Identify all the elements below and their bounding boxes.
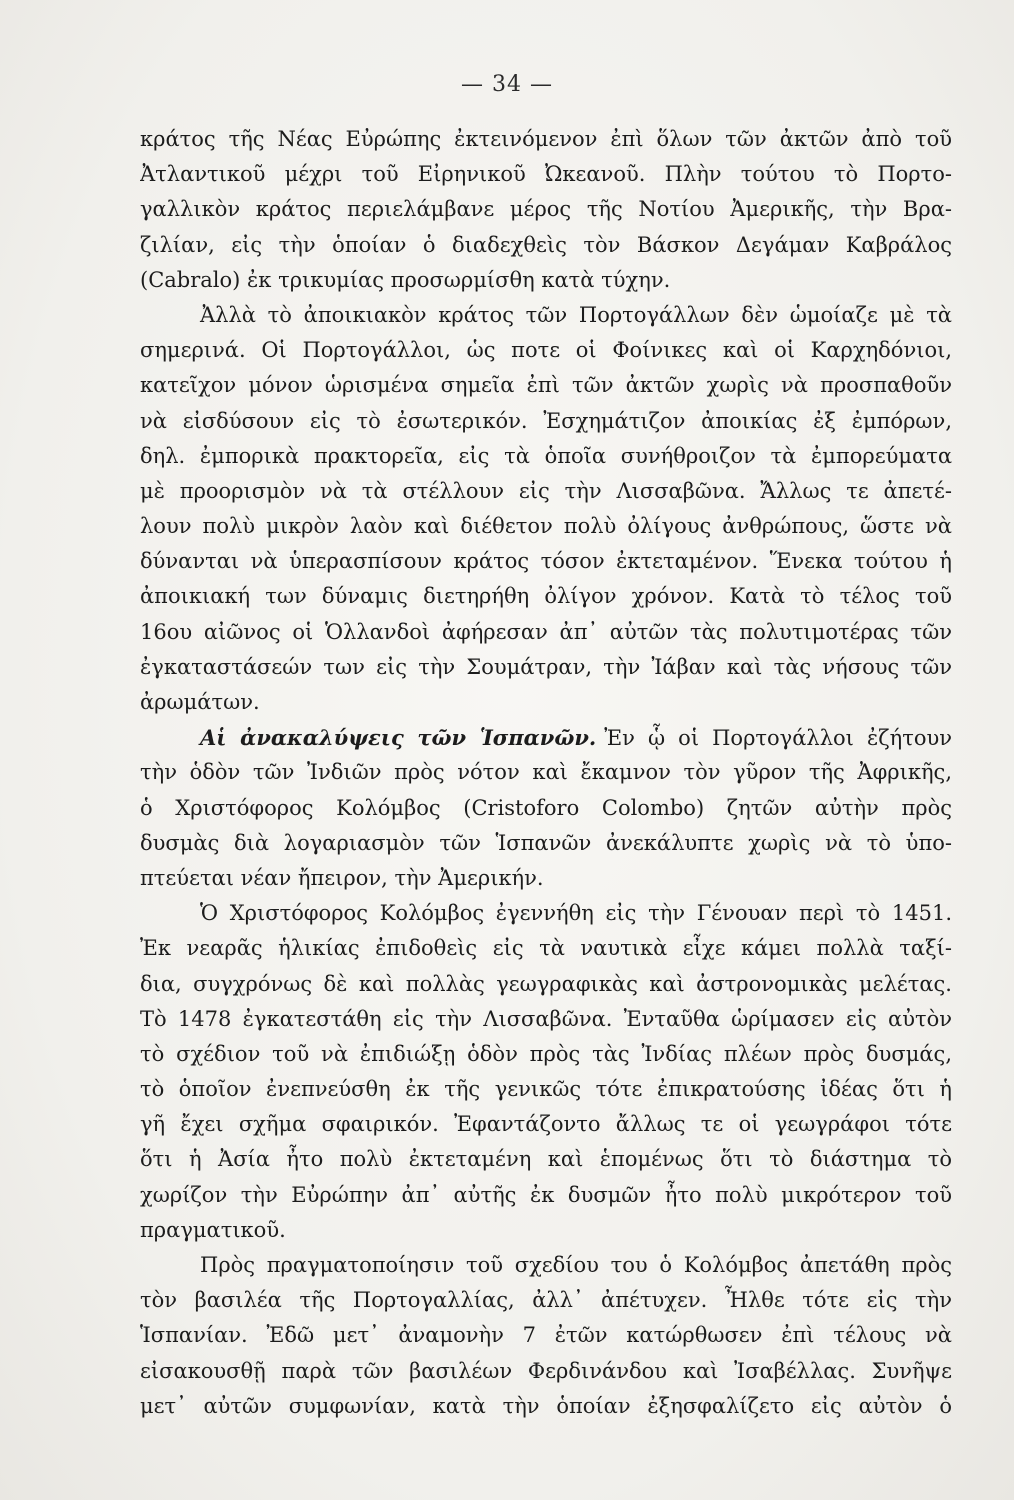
text-line: σημερινά. Οἱ Πορτογάλλοι, ὡς ποτε οἱ Φοίνικες καὶ οἱ Καρχηδόνιοι, [140, 338, 952, 363]
text-line: (Cabralo) ἐκ τρικυμίας προσωρμίσθη κατὰ τύχην. [140, 267, 671, 292]
page-number: — 34 — [461, 72, 553, 97]
text-line: δυσμὰς διὰ λογαριασμὸν τῶν Ἱσπανῶν ἀνεκάλυπτε χωρὶς νὰ τὸ ὑπο- [140, 830, 952, 855]
paragraph-3 [140, 720, 952, 896]
text-line: γῆ ἔχει σχῆμα σφαιρικόν. Ἐφαντάζοντο ἄλλως τε οἱ γεωγράφοι τότε [140, 1112, 952, 1137]
paragraph-2 [140, 298, 952, 720]
text-line: ὅτι ἡ Ἀσία ἦτο πολὺ ἐκτεταμένη καὶ ἑπομένως ὅτι τὸ διάστημα τὸ [140, 1147, 952, 1172]
text-line: γαλλικὸν κράτος περιελάμβανε μέρος τῆς Νοτίου Ἀμερικῆς, τὴν Βρα- [140, 197, 952, 222]
text-line: τὸν βασιλέα τῆς Πορτογαλλίας, ἀλλ᾿ ἀπέτυχεν. Ἦλθε τότε εἰς τὴν [140, 1288, 952, 1313]
text-line: δια, συγχρόνως δὲ καὶ πολλὰς γεωγραφικὰς καὶ ἀστρονομικὰς μελέτας. [140, 971, 952, 996]
text-line: ζιλίαν, εἰς τὴν ὁποίαν ὁ διαδεχθεὶς τὸν Βάσκον Δεγάμαν Καβράλος [140, 232, 952, 257]
text-line: τὸ ὁποῖον ἐνεπνεύσθη ἐκ τῆς γενικῶς τότε ἐπικρατούσης ἰδέας ὅτι ἡ [140, 1077, 952, 1102]
paragraph-4 [140, 896, 952, 1248]
text-line: δύνανται νὰ ὑπερασπίσουν κράτος τόσον ἐκτεταμένον. Ἕνεκα τούτου ἡ [140, 549, 952, 574]
text-line: κράτος τῆς Νέας Εὐρώπης ἐκτεινόμενον ἐπὶ ὅλων τῶν ἀκτῶν ἀπὸ τοῦ [140, 127, 952, 151]
text-fragment: Ἐν ᾧ οἱ Πορτογάλλοι ἐζήτουν [604, 726, 952, 751]
text-line: δηλ. ἐμπορικὰ πρακτορεῖα, εἰς τὰ ὁποῖα συνήθροιζον τὰ ἐμπορεύματα [140, 443, 952, 468]
text-line: Ἱσπανίαν. Ἐδῶ μετ᾿ ἀναμονὴν 7 ἐτῶν κατώρθωσεν ἐπὶ τέλους νὰ [140, 1323, 952, 1348]
text-line: μετ᾿ αὐτῶν συμφωνίαν, κατὰ τὴν ὁποίαν ἐξησφαλίζετο εἰς αὐτὸν ὁ [140, 1393, 952, 1418]
text-line: χωρίζον τὴν Εὐρώπην ἀπ᾿ αὐτῆς ἐκ δυσμῶν ἦτο πολὺ μικρότερον τοῦ [140, 1182, 952, 1207]
text-line: μὲ προορισμὸν νὰ τὰ στέλλουν εἰς τὴν Λισσαβῶνα. Ἄλλως τε ἀπετέ- [140, 478, 952, 503]
text-line: κατεῖχον μόνον ὡρισμένα σημεῖα ἐπὶ τῶν ἀκτῶν χωρὶς νὰ προσπαθοῦν [140, 373, 952, 398]
paragraph-1 [140, 122, 952, 298]
text-line: Πρὸς πραγματοποίησιν τοῦ σχεδίου του ὁ Κολόμβος ἀπετάθη πρὸς [200, 1253, 952, 1277]
text-line: Ἀτλαντικοῦ μέχρι τοῦ Εἰρηνικοῦ Ὠκεανοῦ. Πλὴν τούτου τὸ Πορτο- [140, 162, 952, 187]
text-line: πτεύεται νέαν ἤπειρον, τὴν Ἀμερικήν. [140, 865, 544, 890]
text-line: Ἐκ νεαρᾶς ἡλικίας ἐπιδοθεὶς εἰς τὰ ναυτικὰ εἶχε κάμει πολλὰ ταξί- [140, 936, 952, 961]
text-line: τὸ σχέδιον τοῦ νὰ ἐπιδιώξῃ ὁδὸν πρὸς τὰς Ἰνδίας πλέων πρὸς δυσμάς, [140, 1041, 952, 1066]
section-heading-line [140, 720, 952, 755]
section-heading: Αἱ ἀνακαλύψεις τῶν Ἱσπανῶν. [200, 725, 597, 751]
text-line: Ἀλλὰ τὸ ἀποικιακὸν κράτος τῶν Πορτογάλλων δὲν ὡμοίαζε μὲ τὰ [200, 302, 952, 327]
text-line: Τὸ 1478 ἐγκατεστάθη εἰς τὴν Λισσαβῶνα. Ἐνταῦθα ὡρίμασεν εἰς αὐτὸν [140, 1006, 952, 1031]
text-line: νὰ εἰσδύσουν εἰς τὸ ἐσωτερικόν. Ἐσχημάτιζον ἀποικίας ἐξ ἐμπόρων, [140, 408, 952, 433]
text-line: ἀρωμάτων. [140, 690, 260, 714]
text-line: λουν πολὺ μικρὸν λαὸν καὶ διέθετον πολὺ ὀλίγους ἀνθρώπους, ὥστε νὰ [140, 514, 952, 539]
text-line: ἀποικιακή των δύναμις διετηρήθη ὀλίγον χρόνον. Κατὰ τὸ τέλος τοῦ [140, 584, 952, 609]
text-line: πραγματικοῦ. [140, 1217, 286, 1242]
text-line: 16ου αἰῶνος οἱ Ὁλλανδοὶ ἀφήρεσαν ἀπ᾿ αὐτῶν τὰς πολυτιμοτέρας τῶν [140, 619, 952, 644]
body-text [140, 122, 952, 1424]
text-line: ὁ Χριστόφορος Κολόμβος (Cristoforo Colombo) ζητῶν αὐτὴν πρὸς [140, 795, 952, 820]
text-line: Ὁ Χριστόφορος Κολόμβος ἐγεννήθη εἰς τὴν Γένουαν περὶ τὸ 1451. [200, 901, 952, 926]
text-line: τὴν ὁδὸν τῶν Ἰνδιῶν πρὸς νότον καὶ ἔκαμνον τὸν γῦρον τῆς Ἀφρικῆς, [140, 760, 952, 785]
text-line: ἐγκαταστάσεών των εἰς τὴν Σουμάτραν, τὴν Ἰάβαν καὶ τὰς νήσους τῶν [140, 654, 952, 679]
text-line: εἰσακουσθῇ παρὰ τῶν βασιλέων Φερδινάνδου καὶ Ἰσαβέλλας. Συνῆψε [140, 1358, 952, 1383]
paragraph-5 [140, 1248, 952, 1424]
